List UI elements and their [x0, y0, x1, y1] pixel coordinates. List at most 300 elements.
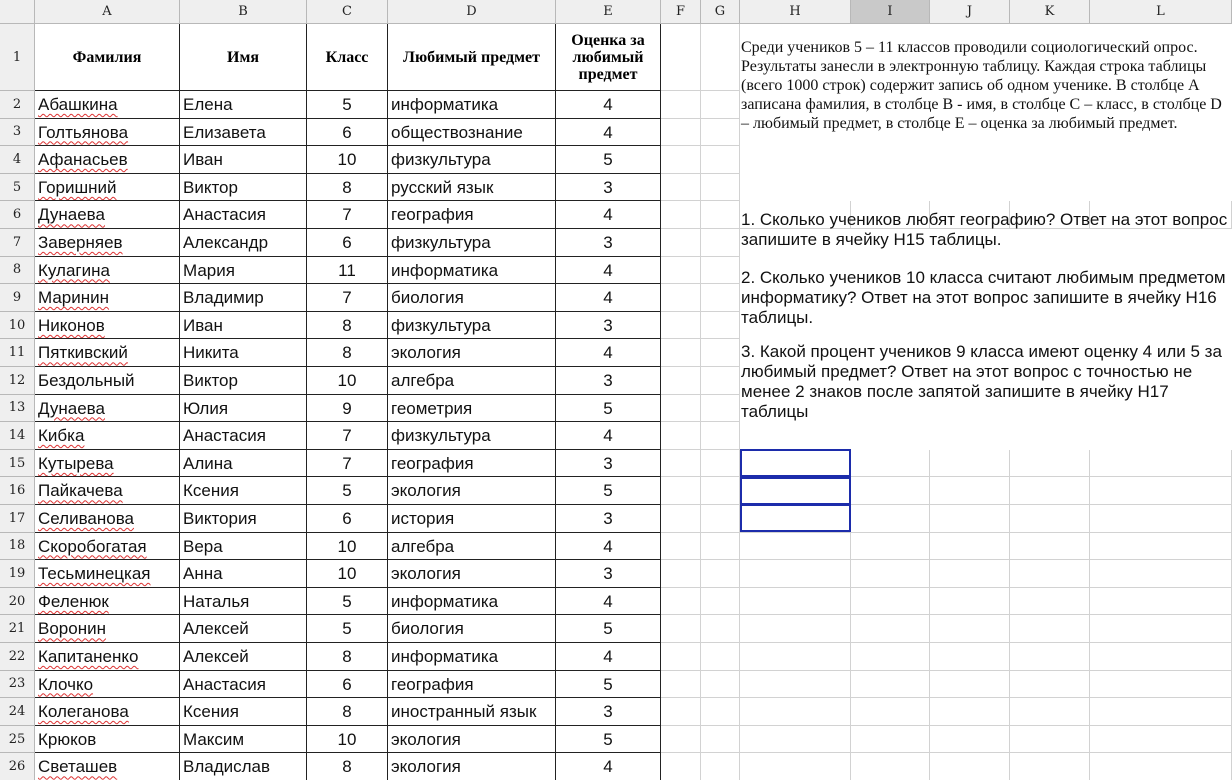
cell-surname[interactable]	[35, 91, 180, 119]
grid-cell[interactable]	[701, 257, 740, 285]
column-header-a[interactable]: A	[35, 0, 180, 24]
grid-cell[interactable]	[930, 726, 1010, 754]
cell-name[interactable]: Виктор	[180, 174, 307, 202]
grid-cell[interactable]	[661, 671, 701, 699]
cell-name[interactable]: Владислав	[180, 753, 307, 780]
row-header[interactable]: 16	[0, 477, 35, 505]
grid-cell[interactable]	[1010, 753, 1090, 780]
cell-name[interactable]: Алина	[180, 450, 307, 478]
cell-score[interactable]: 4	[556, 119, 661, 147]
row-header[interactable]: 8	[0, 257, 35, 285]
grid-cell[interactable]	[851, 698, 930, 726]
cell-grade[interactable]: 11	[307, 257, 388, 285]
grid-cell[interactable]	[1090, 174, 1232, 202]
row-header[interactable]: 24	[0, 698, 35, 726]
cell-score[interactable]: 3	[556, 505, 661, 533]
grid-cell[interactable]	[661, 505, 701, 533]
cell-score[interactable]: 3	[556, 698, 661, 726]
cell-score[interactable]: 4	[556, 284, 661, 312]
grid-cell[interactable]	[701, 201, 740, 229]
grid-cell[interactable]	[930, 615, 1010, 643]
cell-grade[interactable]: 6	[307, 119, 388, 147]
cell-surname[interactable]	[35, 560, 180, 588]
grid-cell[interactable]	[701, 339, 740, 367]
cell-score[interactable]: 4	[556, 533, 661, 561]
cell-surname[interactable]	[35, 312, 180, 340]
cell-subject[interactable]: алгебра	[388, 533, 556, 561]
cell-name[interactable]: Никита	[180, 339, 307, 367]
cell-subject[interactable]: экология	[388, 560, 556, 588]
cell-subject[interactable]: физкультура	[388, 146, 556, 174]
cell-name[interactable]: Алексей	[180, 615, 307, 643]
grid-cell[interactable]	[930, 643, 1010, 671]
row-header[interactable]: 2	[0, 91, 35, 119]
row-header[interactable]: 18	[0, 533, 35, 561]
grid-cell[interactable]	[701, 229, 740, 257]
cell-name[interactable]: Анна	[180, 560, 307, 588]
row-header[interactable]: 22	[0, 643, 35, 671]
grid-cell[interactable]	[701, 450, 740, 478]
grid-cell[interactable]	[661, 24, 701, 91]
cell-surname[interactable]	[35, 643, 180, 671]
grid-cell[interactable]	[851, 643, 930, 671]
grid-cell[interactable]	[661, 312, 701, 340]
grid-cell[interactable]	[661, 643, 701, 671]
grid-cell[interactable]	[1010, 671, 1090, 699]
grid-cell[interactable]	[851, 726, 930, 754]
cell-surname[interactable]	[35, 201, 180, 229]
cell-surname[interactable]	[35, 615, 180, 643]
grid-cell[interactable]	[661, 422, 701, 450]
cell-score[interactable]: 4	[556, 588, 661, 616]
grid-cell[interactable]	[661, 91, 701, 119]
cell-score[interactable]: 3	[556, 229, 661, 257]
grid-cell[interactable]	[740, 615, 851, 643]
grid-cell[interactable]	[1010, 422, 1090, 450]
cell-subject[interactable]: русский язык	[388, 174, 556, 202]
cell-text: Воронин	[38, 619, 106, 639]
grid-cell[interactable]	[701, 533, 740, 561]
row-header[interactable]: 23	[0, 671, 35, 699]
row-header[interactable]: 12	[0, 367, 35, 395]
cell-name[interactable]: Юлия	[180, 395, 307, 423]
cell-grade[interactable]: 5	[307, 477, 388, 505]
grid-cell[interactable]	[1010, 533, 1090, 561]
cell-score[interactable]: 4	[556, 91, 661, 119]
cell-surname[interactable]	[35, 533, 180, 561]
grid-cell[interactable]	[661, 174, 701, 202]
row-header[interactable]: 5	[0, 174, 35, 202]
grid-cell[interactable]	[701, 505, 740, 533]
cell-surname[interactable]	[35, 257, 180, 285]
grid-cell[interactable]	[740, 726, 851, 754]
grid-cell[interactable]	[701, 312, 740, 340]
cell-grade[interactable]: 8	[307, 753, 388, 780]
cell-subject[interactable]: экология	[388, 339, 556, 367]
grid-cell[interactable]	[740, 146, 851, 174]
column-header-j[interactable]: J	[930, 0, 1010, 24]
cell-subject[interactable]: информатика	[388, 588, 556, 616]
cell-grade[interactable]: 7	[307, 284, 388, 312]
cell-name[interactable]: Елизавета	[180, 119, 307, 147]
grid-cell[interactable]	[1010, 174, 1090, 202]
cell-score[interactable]: 4	[556, 201, 661, 229]
column-header-h[interactable]: H	[740, 0, 851, 24]
cell-surname[interactable]	[35, 698, 180, 726]
cell-subject[interactable]: алгебра	[388, 367, 556, 395]
grid-cell[interactable]	[930, 146, 1010, 174]
grid-cell[interactable]	[740, 174, 851, 202]
grid-cell[interactable]	[661, 146, 701, 174]
row-header[interactable]: 3	[0, 119, 35, 147]
grid-cell[interactable]	[661, 367, 701, 395]
grid-cell[interactable]	[701, 753, 740, 780]
cell-score[interactable]: 3	[556, 174, 661, 202]
grid-cell[interactable]	[661, 450, 701, 478]
cell-subject[interactable]: экология	[388, 726, 556, 754]
grid-cell[interactable]	[701, 91, 740, 119]
grid-cell[interactable]	[740, 533, 851, 561]
cell-grade[interactable]: 10	[307, 533, 388, 561]
grid-cell[interactable]	[701, 588, 740, 616]
row-header[interactable]: 13	[0, 395, 35, 423]
grid-cell[interactable]	[1010, 588, 1090, 616]
grid-cell[interactable]	[661, 615, 701, 643]
cell-score[interactable]: 4	[556, 753, 661, 780]
grid-cell[interactable]	[1010, 146, 1090, 174]
grid-cell[interactable]	[701, 560, 740, 588]
grid-cell[interactable]	[930, 174, 1010, 202]
grid-cell[interactable]	[930, 505, 1010, 533]
cell-subject[interactable]: физкультура	[388, 422, 556, 450]
column-header-b[interactable]: B	[180, 0, 307, 24]
grid-cell[interactable]	[851, 560, 930, 588]
grid-cell[interactable]	[851, 450, 930, 478]
cell-name[interactable]: Елена	[180, 91, 307, 119]
cell-score[interactable]: 5	[556, 671, 661, 699]
cell-surname[interactable]	[35, 671, 180, 699]
cell-text: Феленюк	[38, 591, 109, 611]
grid-cell[interactable]	[1090, 450, 1232, 478]
cell-score[interactable]: 5	[556, 146, 661, 174]
grid-cell[interactable]	[851, 753, 930, 780]
grid-cell[interactable]	[701, 671, 740, 699]
row-header[interactable]: 10	[0, 312, 35, 340]
grid-cell[interactable]	[661, 284, 701, 312]
cell-grade[interactable]: 8	[307, 698, 388, 726]
cell-surname[interactable]	[35, 395, 180, 423]
cell-grade[interactable]: 6	[307, 505, 388, 533]
grid-cell[interactable]	[851, 146, 930, 174]
cell-grade[interactable]: 8	[307, 174, 388, 202]
grid-cell[interactable]	[930, 671, 1010, 699]
row-header[interactable]: 11	[0, 339, 35, 367]
cell-score[interactable]: 4	[556, 422, 661, 450]
grid-cell[interactable]	[1090, 422, 1232, 450]
row-header[interactable]: 9	[0, 284, 35, 312]
cell-grade[interactable]: 8	[307, 339, 388, 367]
cell-subject[interactable]: биология	[388, 615, 556, 643]
cell-subject[interactable]: информатика	[388, 91, 556, 119]
row-header[interactable]: 14	[0, 422, 35, 450]
cell-surname[interactable]	[35, 753, 180, 780]
grid-cell[interactable]	[1010, 450, 1090, 478]
grid-cell[interactable]	[851, 422, 930, 450]
grid-cell[interactable]	[1090, 533, 1232, 561]
grid-cell[interactable]	[701, 726, 740, 754]
answer-cell-h15[interactable]	[740, 449, 851, 477]
cell-surname[interactable]: Крюков	[35, 726, 180, 754]
cell-grade[interactable]: 6	[307, 229, 388, 257]
grid-cell[interactable]	[701, 698, 740, 726]
cell-subject[interactable]: биология	[388, 284, 556, 312]
cell-score[interactable]: 3	[556, 312, 661, 340]
grid-cell[interactable]	[661, 560, 701, 588]
cell-subject[interactable]: физкультура	[388, 312, 556, 340]
cell-name[interactable]: Ксения	[180, 698, 307, 726]
grid-cell[interactable]	[701, 395, 740, 423]
cell-score[interactable]: 4	[556, 339, 661, 367]
cell-subject[interactable]: физкультура	[388, 229, 556, 257]
cell-surname[interactable]	[35, 505, 180, 533]
column-header-k[interactable]: K	[1010, 0, 1090, 24]
grid-cell[interactable]	[701, 174, 740, 202]
grid-cell[interactable]	[740, 698, 851, 726]
grid-cell[interactable]	[701, 367, 740, 395]
row-header[interactable]: 21	[0, 615, 35, 643]
grid-cell[interactable]	[851, 588, 930, 616]
row-header[interactable]: 7	[0, 229, 35, 257]
grid-cell[interactable]	[661, 533, 701, 561]
grid-cell[interactable]	[1010, 560, 1090, 588]
cell-grade[interactable]: 7	[307, 201, 388, 229]
grid-cell[interactable]	[930, 422, 1010, 450]
cell-subject[interactable]: информатика	[388, 257, 556, 285]
grid-cell[interactable]	[701, 119, 740, 147]
grid-cell[interactable]	[1010, 643, 1090, 671]
cell-score[interactable]: 4	[556, 257, 661, 285]
cell-name[interactable]: Мария	[180, 257, 307, 285]
cell-score[interactable]: 5	[556, 395, 661, 423]
grid-cell[interactable]	[1090, 146, 1232, 174]
cell-grade[interactable]: 5	[307, 91, 388, 119]
grid-cell[interactable]	[851, 174, 930, 202]
grid-cell[interactable]	[1090, 643, 1232, 671]
grid-cell[interactable]	[661, 753, 701, 780]
row-header[interactable]: 26	[0, 753, 35, 780]
grid-cell[interactable]	[701, 643, 740, 671]
answer-cell-h16[interactable]	[740, 477, 851, 505]
cell-grade[interactable]: 5	[307, 588, 388, 616]
cell-name[interactable]: Анастасия	[180, 422, 307, 450]
grid-cell[interactable]	[1090, 671, 1232, 699]
cell-subject[interactable]: география	[388, 450, 556, 478]
column-header-e[interactable]: E	[556, 0, 661, 24]
grid-cell[interactable]	[1010, 477, 1090, 505]
cell-grade[interactable]: 7	[307, 422, 388, 450]
grid-cell[interactable]	[1090, 615, 1232, 643]
grid-cell[interactable]	[851, 477, 930, 505]
column-header-l[interactable]: L	[1090, 0, 1232, 24]
cell-subject[interactable]: экология	[388, 477, 556, 505]
grid-cell[interactable]	[1090, 560, 1232, 588]
cell-name[interactable]: Виктор	[180, 367, 307, 395]
grid-cell[interactable]	[701, 146, 740, 174]
cell-grade[interactable]: 8	[307, 312, 388, 340]
cell-grade[interactable]: 7	[307, 450, 388, 478]
cell-surname[interactable]	[35, 174, 180, 202]
cell-grade[interactable]: 9	[307, 395, 388, 423]
cell-name[interactable]: Анастасия	[180, 671, 307, 699]
grid-cell[interactable]	[701, 615, 740, 643]
cell-name[interactable]: Виктория	[180, 505, 307, 533]
grid-cell[interactable]	[1090, 588, 1232, 616]
cell-surname[interactable]	[35, 422, 180, 450]
cell-grade[interactable]: 10	[307, 146, 388, 174]
cell-surname[interactable]	[35, 588, 180, 616]
cell-score[interactable]: 4	[556, 643, 661, 671]
row-header[interactable]: 4	[0, 146, 35, 174]
cell-surname[interactable]: Бездольный	[35, 367, 180, 395]
grid-cell[interactable]	[740, 588, 851, 616]
grid-cell[interactable]	[661, 698, 701, 726]
answer-cell-h17[interactable]	[740, 504, 851, 532]
grid-cell[interactable]	[1010, 698, 1090, 726]
grid-cell[interactable]	[1010, 726, 1090, 754]
cell-surname[interactable]	[35, 284, 180, 312]
cell-text: Абашкина	[38, 95, 118, 114]
cell-text: Селиванова	[38, 509, 135, 528]
column-header-f[interactable]: F	[661, 0, 701, 24]
cell-name[interactable]: Иван	[180, 312, 307, 340]
cell-score[interactable]: 3	[556, 450, 661, 478]
cell-grade[interactable]: 10	[307, 560, 388, 588]
grid-cell[interactable]	[701, 24, 740, 91]
grid-cell[interactable]	[930, 560, 1010, 588]
grid-cell[interactable]	[661, 229, 701, 257]
cell-subject[interactable]: информатика	[388, 643, 556, 671]
row-header[interactable]: 17	[0, 505, 35, 533]
grid-cell[interactable]	[740, 560, 851, 588]
row-header[interactable]: 25	[0, 726, 35, 754]
cell-score[interactable]: 3	[556, 367, 661, 395]
grid-cell[interactable]	[930, 753, 1010, 780]
cell-surname[interactable]	[35, 450, 180, 478]
grid-cell[interactable]	[661, 339, 701, 367]
grid-cell[interactable]	[740, 671, 851, 699]
cell-subject[interactable]: геометрия	[388, 395, 556, 423]
grid-cell[interactable]	[701, 284, 740, 312]
grid-cell[interactable]	[740, 753, 851, 780]
grid-cell[interactable]	[851, 615, 930, 643]
grid-cell[interactable]	[661, 395, 701, 423]
cell-grade[interactable]: 8	[307, 643, 388, 671]
grid-cell[interactable]	[1010, 505, 1090, 533]
question-2: 2. Сколько учеников 10 класса считают любимым предметом информатику? Ответ на этот вопрос запишите в ячейку H16 таблицы.	[741, 268, 1226, 327]
cell-subject[interactable]: экология	[388, 753, 556, 780]
cell-name[interactable]: Иван	[180, 146, 307, 174]
grid-cell[interactable]	[851, 533, 930, 561]
cell-name[interactable]: Ксения	[180, 477, 307, 505]
cell-subject[interactable]: обществознание	[388, 119, 556, 147]
grid-cell[interactable]	[661, 119, 701, 147]
grid-cell[interactable]	[740, 422, 851, 450]
cell-surname[interactable]	[35, 339, 180, 367]
row-header[interactable]: 19	[0, 560, 35, 588]
grid-cell[interactable]	[661, 201, 701, 229]
grid-cell[interactable]	[930, 477, 1010, 505]
cell-grade[interactable]: 5	[307, 615, 388, 643]
cell-subject[interactable]: иностранный язык	[388, 698, 556, 726]
row-header[interactable]: 15	[0, 450, 35, 478]
grid-cell[interactable]	[930, 450, 1010, 478]
cell-surname[interactable]	[35, 477, 180, 505]
cell-grade[interactable]: 6	[307, 671, 388, 699]
cell-name[interactable]: Алексей	[180, 643, 307, 671]
cell-name[interactable]: Вера	[180, 533, 307, 561]
grid-cell[interactable]	[661, 588, 701, 616]
row-header[interactable]: 6	[0, 201, 35, 229]
grid-cell[interactable]	[930, 698, 1010, 726]
cell-name[interactable]: Александр	[180, 229, 307, 257]
select-all-corner[interactable]	[0, 0, 35, 24]
grid-cell[interactable]	[1090, 753, 1232, 780]
cell-grade[interactable]: 10	[307, 726, 388, 754]
cell-score[interactable]: 5	[556, 615, 661, 643]
cell-name[interactable]: Владимир	[180, 284, 307, 312]
column-header-d[interactable]: D	[388, 0, 556, 24]
row-header[interactable]: 20	[0, 588, 35, 616]
grid-cell[interactable]	[740, 643, 851, 671]
grid-cell[interactable]	[661, 726, 701, 754]
grid-cell[interactable]	[701, 477, 740, 505]
cell-text: Колеганова	[38, 702, 129, 722]
grid-cell[interactable]	[1090, 726, 1232, 754]
row-header[interactable]: 1	[0, 24, 35, 91]
cell-grade[interactable]: 10	[307, 367, 388, 395]
cell-score[interactable]: 3	[556, 560, 661, 588]
grid-cell[interactable]	[701, 422, 740, 450]
cell-surname[interactable]	[35, 119, 180, 147]
cell-surname[interactable]	[35, 229, 180, 257]
column-header-i[interactable]: I	[851, 0, 930, 24]
cell-name[interactable]: Анастасия	[180, 201, 307, 229]
grid-cell[interactable]	[1090, 505, 1232, 533]
cell-text: Дунаева	[38, 398, 105, 418]
cell-score[interactable]: 5	[556, 477, 661, 505]
grid-cell[interactable]	[930, 588, 1010, 616]
grid-cell[interactable]	[661, 477, 701, 505]
cell-name[interactable]: Максим	[180, 726, 307, 754]
cell-subject[interactable]: история	[388, 505, 556, 533]
cell-name[interactable]: Наталья	[180, 588, 307, 616]
question-1: 1. Сколько учеников любят географию? Ответ на этот вопрос запишите в ячейку H15 таблицы.	[741, 210, 1228, 249]
cell-text: Скоробогатая	[38, 536, 147, 556]
cell-score[interactable]: 5	[556, 726, 661, 754]
grid-cell[interactable]	[1090, 477, 1232, 505]
grid-cell[interactable]	[851, 671, 930, 699]
grid-cell[interactable]	[1010, 615, 1090, 643]
grid-cell[interactable]	[661, 257, 701, 285]
cell-subject[interactable]: география	[388, 671, 556, 699]
grid-cell[interactable]	[1090, 698, 1232, 726]
column-header-c[interactable]: C	[307, 0, 388, 24]
grid-cell[interactable]	[851, 505, 930, 533]
column-header-g[interactable]: G	[701, 0, 740, 24]
cell-subject[interactable]: география	[388, 201, 556, 229]
cell-surname[interactable]	[35, 146, 180, 174]
grid-cell[interactable]	[930, 533, 1010, 561]
